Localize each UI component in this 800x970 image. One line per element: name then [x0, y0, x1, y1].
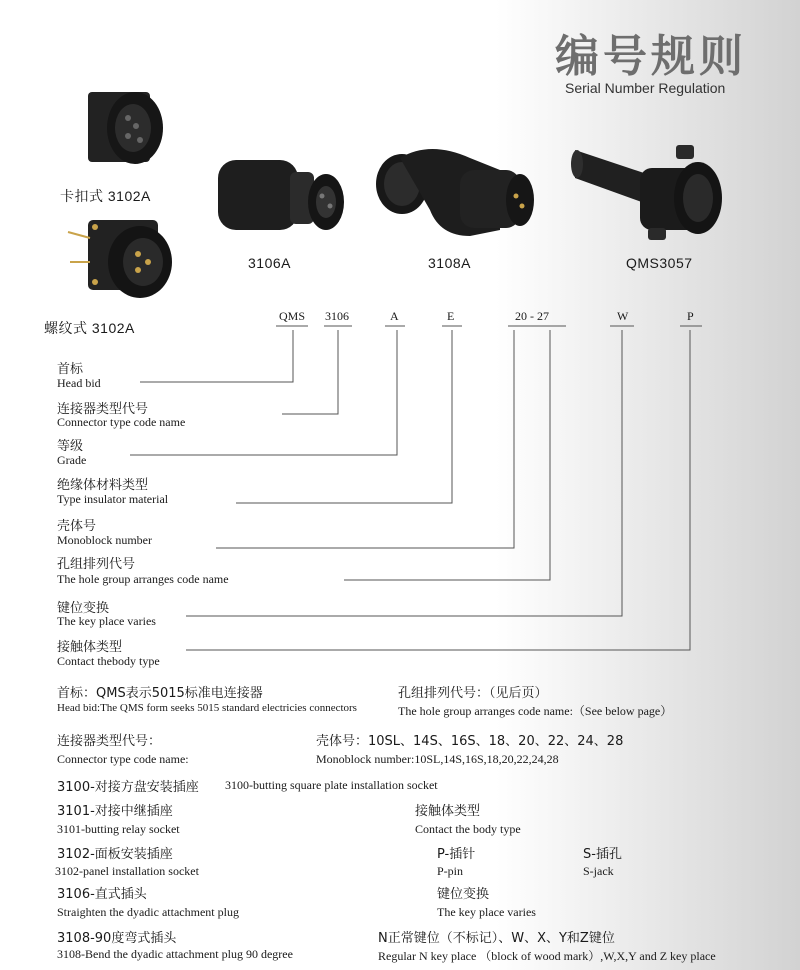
field-hole-group-cn: 孔组排列代号	[57, 557, 136, 572]
note-key-en: The key place varies	[437, 905, 536, 919]
field-grade-en: Grade	[57, 453, 87, 467]
connector-3102a-clip-image	[88, 92, 163, 164]
note-conn-cn: 连接器类型代号：	[57, 734, 162, 749]
code-part-insulator: E	[447, 309, 455, 323]
field-hole-group-en: The hole group arranges code name	[57, 572, 229, 586]
page-subtitle: Serial Number Regulation	[565, 80, 726, 96]
code-part-type: 3106	[325, 309, 349, 323]
label-3108a: 3108A	[428, 255, 471, 271]
label-3106a: 3106A	[248, 255, 291, 271]
field-contact-en: Contact thebody type	[57, 654, 160, 668]
note-3101-en: 3101-butting relay socket	[57, 822, 180, 836]
code-part-grade: A	[390, 309, 399, 323]
note-head-cn: 首标：QMS表示5015标准电连接器	[57, 686, 263, 701]
field-key-en: The key place varies	[57, 614, 156, 628]
note-pin-cn: P-插针	[437, 847, 476, 862]
note-3108-cn: 3108-90度弯式插头	[57, 931, 177, 946]
code-part-shell-hole: 20 - 27	[515, 309, 549, 323]
note-jack-cn: S-插孔	[583, 847, 622, 862]
connector-3108a-image	[376, 149, 534, 236]
note-3100-cn: 3100-对接方盘安装插座	[57, 780, 199, 795]
note-3108-en: 3108-Bend the dyadic attachment plug 90 degree	[57, 947, 293, 961]
field-shell-en: Monoblock number	[57, 533, 152, 547]
note-3101-cn: 3101-对接中继插座	[57, 804, 173, 819]
code-part-key: W	[617, 309, 629, 323]
page-title: 编号规则	[555, 31, 747, 82]
note-contact-cn: 接触体类型	[415, 804, 481, 819]
connector-3102a-thread-image	[68, 220, 172, 298]
field-insulator-en: Type insulator material	[57, 492, 169, 506]
field-grade-cn: 等级	[57, 439, 84, 454]
connector-3106a-image	[218, 160, 344, 230]
note-3100-en: 3100-butting square plate installation socket	[225, 778, 438, 792]
label-3102a-clip: 卡扣式 3102A	[60, 188, 151, 204]
note-jack-en: S-jack	[583, 864, 614, 878]
field-insulator-cn: 绝缘体材料类型	[57, 478, 149, 493]
note-3106-en: Straighten the dyadic attachment plug	[57, 905, 239, 919]
note-conn-en: Connector type code name:	[57, 752, 189, 766]
note-keyN-en: Regular N key place （block of wood mark）,W,X,Y and Z key place	[378, 949, 716, 963]
note-hole-en: The hole group arranges code name:（See below page）	[398, 704, 673, 718]
note-contact-en: Contact the body type	[415, 822, 521, 836]
code-part-qms: QMS	[279, 309, 306, 323]
field-head-bid-cn: 首标	[57, 362, 84, 377]
field-head-bid-en: Head bid	[57, 376, 101, 390]
note-shell-en: Monoblock number:10SL,14S,16S,18,20,22,24,28	[316, 752, 559, 766]
field-connector-type-cn: 连接器类型代号	[57, 402, 149, 417]
connector-qms3057-image	[571, 145, 722, 240]
note-hole-cn: 孔组排列代号：（见后页）	[398, 686, 548, 701]
field-shell-cn: 壳体号	[57, 519, 97, 534]
note-3102-cn: 3102-面板安装插座	[57, 847, 173, 862]
label-3102a-thread: 螺纹式 3102A	[44, 320, 135, 336]
field-key-cn: 键位变换	[57, 601, 110, 616]
code-part-contact: P	[687, 309, 694, 323]
label-qms3057: QMS3057	[626, 255, 693, 271]
field-contact-cn: 接触体类型	[57, 640, 123, 655]
note-keyN-cn: N正常键位（不标记）、W、X、Y和Z键位	[378, 931, 615, 946]
note-3102-en: 3102-panel installation socket	[55, 864, 199, 878]
field-connector-type-en: Connector type code name	[57, 415, 186, 429]
note-shell-cn: 壳体号：10SL、14S、16S、18、20、22、24、28	[316, 734, 624, 749]
note-key-cn: 键位变换	[437, 887, 490, 902]
note-head-en: Head bid:The QMS form seeks 5015 standard electricies connectors	[57, 702, 357, 714]
note-3106-cn: 3106-直式插头	[57, 887, 147, 902]
note-pin-en: P-pin	[437, 864, 464, 878]
